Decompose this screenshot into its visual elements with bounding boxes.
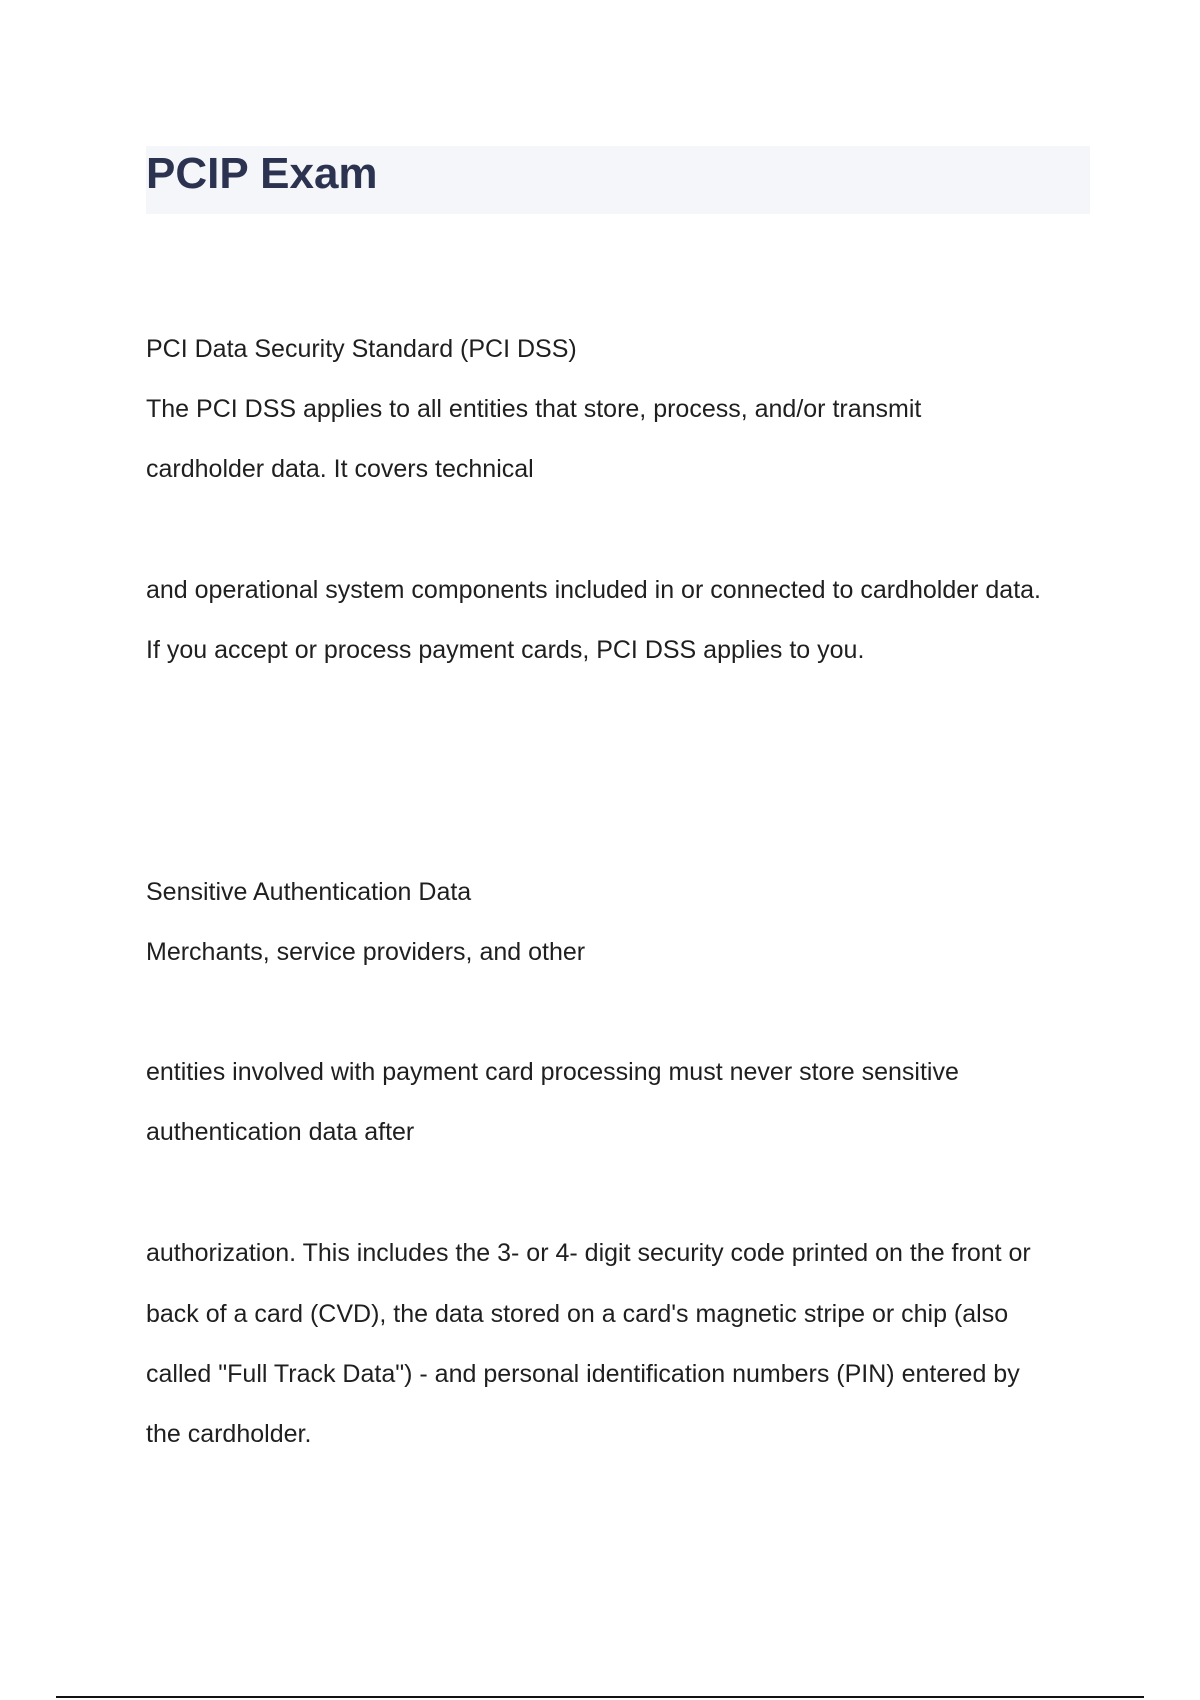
- paragraph-line: authorization. This includes the 3- or 4- digit security code printed on the front or: [146, 1239, 1031, 1267]
- section-heading-pci-dss: PCI Data Security Standard (PCI DSS): [146, 335, 577, 363]
- paragraph-line: authentication data after: [146, 1118, 415, 1146]
- paragraph-line: and operational system components included in or connected to cardholder data.: [146, 576, 1042, 604]
- paragraph-line: cardholder data. It covers technical: [146, 455, 534, 483]
- paragraph-line: The PCI DSS applies to all entities that store, process, and/or transmit: [146, 395, 922, 423]
- paragraph-line: the cardholder.: [146, 1420, 312, 1448]
- section-heading-sensitive-auth-data: Sensitive Authentication Data: [146, 878, 472, 906]
- paragraph-line: back of a card (CVD), the data stored on a card's magnetic stripe or chip (also: [146, 1300, 1009, 1328]
- footer-divider: [56, 1696, 1144, 1698]
- paragraph-line: Merchants, service providers, and other: [146, 938, 586, 966]
- paragraph-line: entities involved with payment card processing must never store sensitive: [146, 1058, 959, 1086]
- paragraph-line: called "Full Track Data") - and personal identification numbers (PIN) entered by: [146, 1360, 1020, 1388]
- page-title: PCIP Exam: [146, 149, 378, 198]
- paragraph-line: If you accept or process payment cards, PCI DSS applies to you.: [146, 636, 865, 664]
